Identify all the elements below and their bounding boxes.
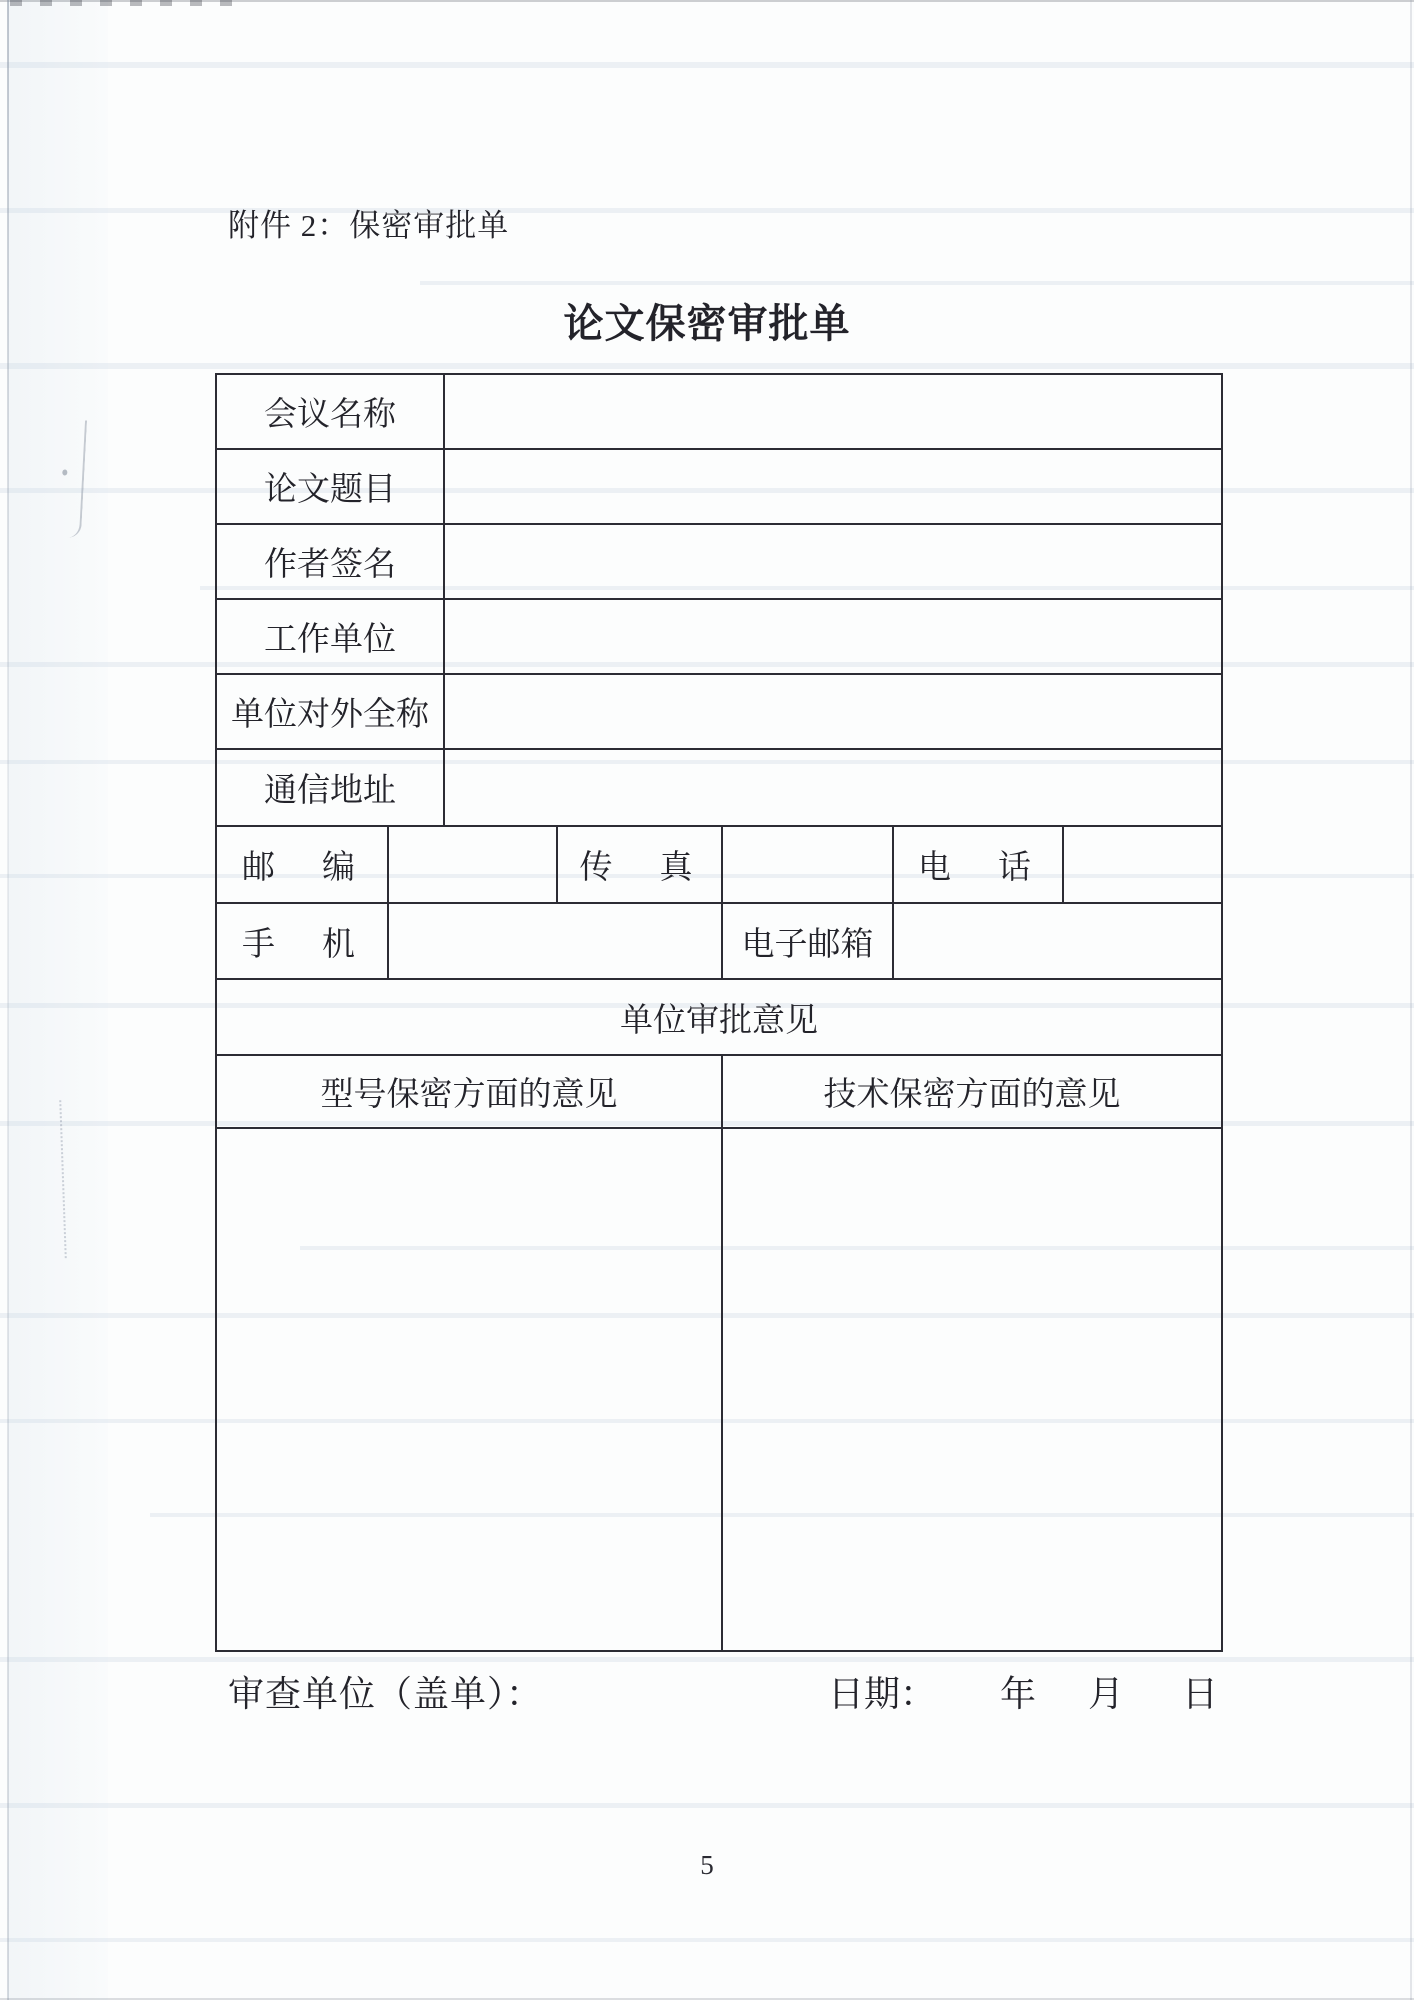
row-mobile-email (217, 904, 1221, 980)
day-label: 日 (1182, 1674, 1219, 1714)
fax-value-cell (723, 827, 894, 902)
row-opinion-cells (217, 1129, 1221, 1650)
row-work-unit (217, 600, 1221, 675)
postcode-label: 邮 编 (217, 827, 389, 902)
attachment-label: 附件 2：保密审批单 (228, 208, 510, 243)
row-mailing-address (217, 750, 1221, 827)
page-number: 5 (700, 1850, 714, 1880)
author-signature-value-cell (445, 525, 1221, 598)
scan-streak (420, 281, 1414, 285)
author-signature-label: 作者签名 (217, 525, 445, 598)
scan-streak (0, 363, 1414, 369)
year-label: 年 (1000, 1674, 1037, 1714)
approval-form-table (215, 373, 1223, 1652)
paper-title-value-cell (445, 450, 1221, 523)
row-postcode-fax-phone (217, 827, 1221, 904)
email-value-cell (894, 904, 1221, 978)
fax-label: 传 真 (558, 827, 723, 902)
scan-streak (0, 62, 1414, 68)
unit-external-name-label: 单位对外全称 (217, 675, 445, 748)
phone-value-cell (1064, 827, 1221, 902)
paper-title-label: 论文题目 (217, 450, 445, 523)
unit-approval-opinion-header: 单位审批意见 (620, 1002, 818, 1039)
mailing-address-value-cell (445, 750, 1221, 825)
review-unit-stamp-label: 审查单位（盖单）： (228, 1674, 544, 1714)
row-opinion-headers (217, 1056, 1221, 1129)
model-secrecy-opinion-header: 型号保密方面的意见 (217, 1056, 723, 1127)
postcode-value-cell (389, 827, 558, 902)
row-paper-title (217, 450, 1221, 525)
row-unit-external-name (217, 675, 1221, 750)
model-secrecy-opinion-cell (217, 1129, 723, 1650)
work-unit-value-cell (445, 600, 1221, 673)
page-title: 论文保密审批单 (563, 301, 851, 346)
email-label: 电子邮箱 (723, 904, 894, 978)
mailing-address-label: 通信地址 (217, 750, 445, 825)
scan-streak (0, 1803, 1414, 1808)
scan-top-speckles (10, 0, 250, 6)
technical-secrecy-opinion-cell (723, 1129, 1221, 1650)
row-author-signature (217, 525, 1221, 600)
row-meeting-name (217, 375, 1221, 450)
mobile-value-cell (389, 904, 723, 978)
scan-streak (0, 208, 1414, 213)
meeting-name-label: 会议名称 (217, 375, 445, 448)
month-label: 月 (1088, 1674, 1125, 1714)
scan-streak (0, 1938, 1414, 1942)
meeting-name-value-cell (445, 375, 1221, 448)
phone-label: 电 话 (894, 827, 1064, 902)
mobile-label: 手 机 (217, 904, 389, 978)
date-label: 日期： (828, 1674, 937, 1714)
scan-streak (0, 1657, 1414, 1662)
work-unit-label: 工作单位 (217, 600, 445, 673)
date-line (828, 1666, 1218, 1717)
technical-secrecy-opinion-header: 技术保密方面的意见 (823, 1077, 1121, 1113)
unit-external-name-value-cell (445, 675, 1221, 748)
row-approval-header (217, 980, 1221, 1056)
